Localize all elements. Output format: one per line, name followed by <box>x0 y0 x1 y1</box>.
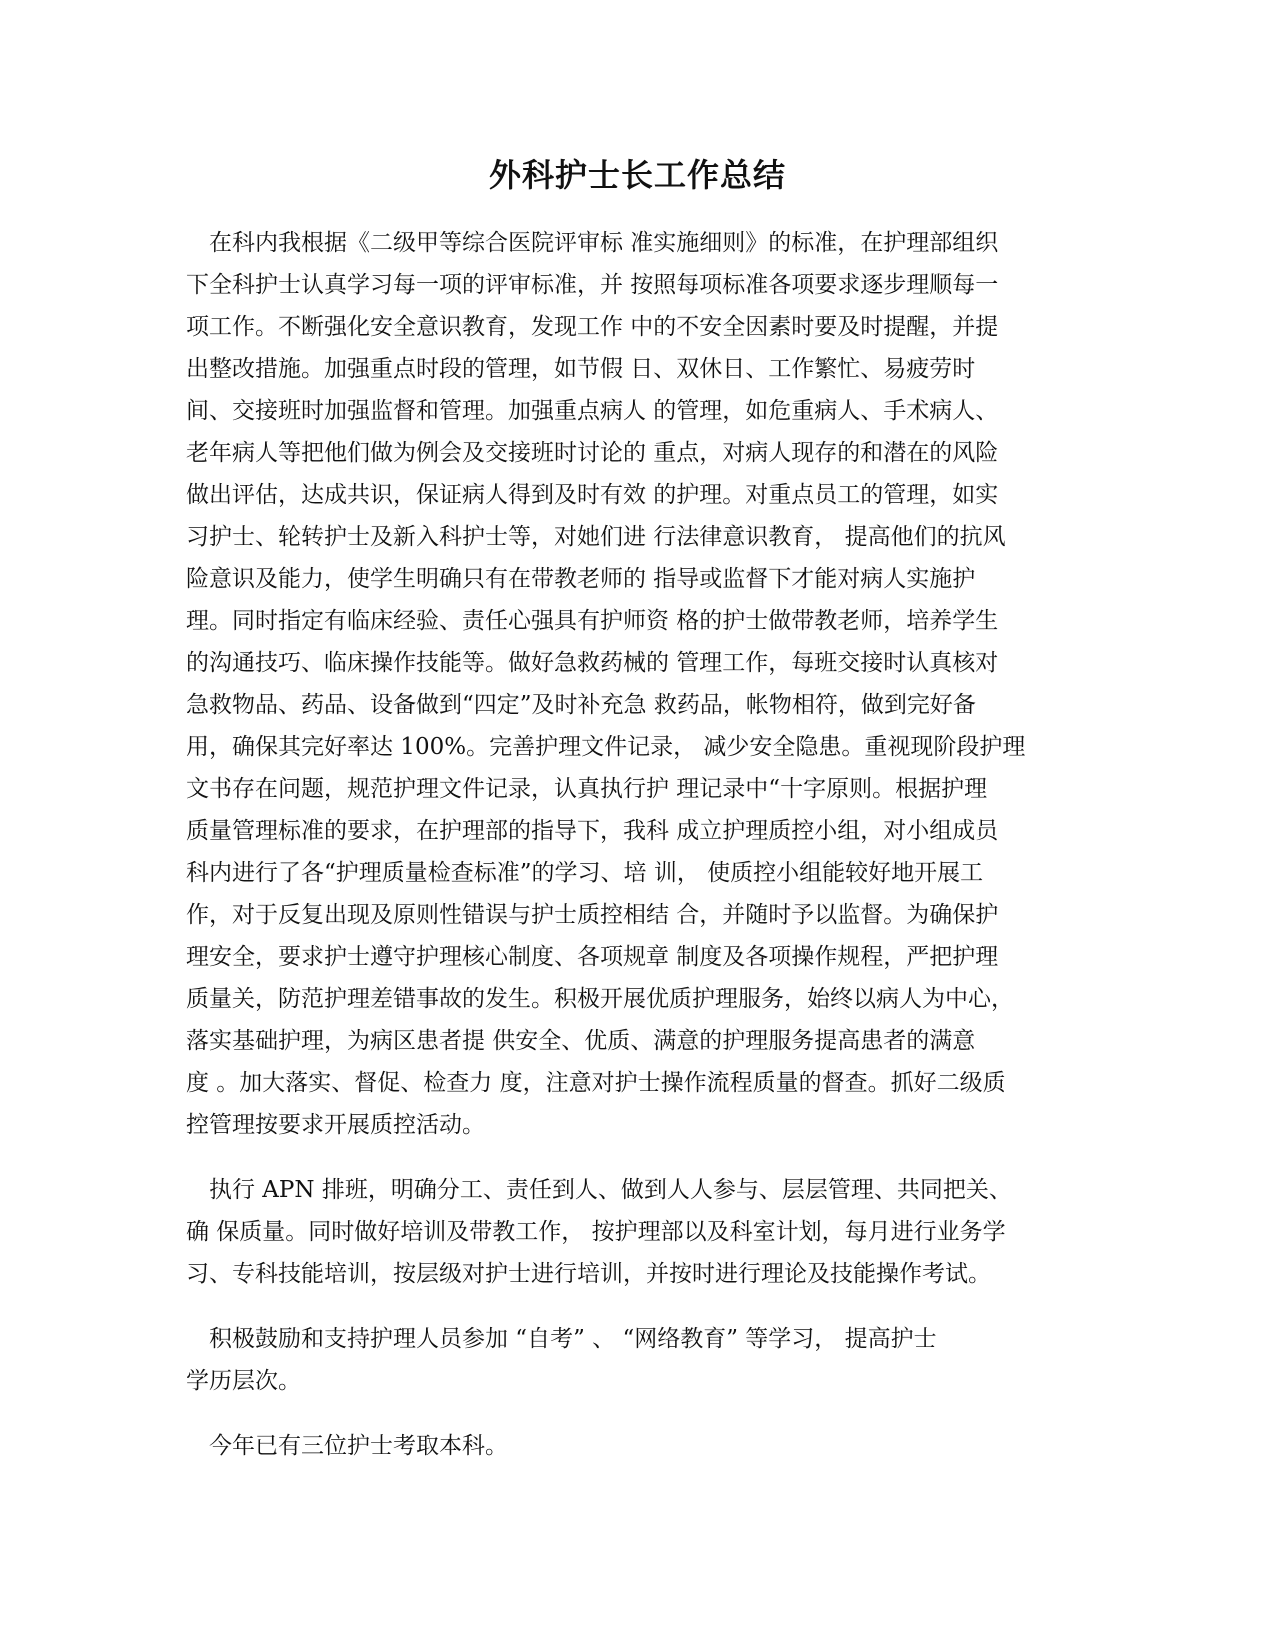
paragraph-line: 确 保质量。同时做好培训及带教工作， 按护理部以及科室计划，每月进行业务学 <box>186 1219 1006 1245</box>
document-body <box>186 222 1090 1467</box>
paragraph-line: 险意识及能力，使学生明确只有在带教老师的 指导或监督下才能对病人实施护 <box>186 566 976 592</box>
paragraph-gap <box>186 1295 1090 1318</box>
paragraph-line: 理安全，要求护士遵守护理核心制度、各项规章 制度及各项操作规程，严把护理 <box>186 944 999 970</box>
paragraph-line: 作，对于反复出现及原则性错误与护士质控相结 合，并随时予以监督。为确保护 <box>186 902 999 928</box>
paragraph-gap <box>186 1402 1090 1425</box>
paragraph-line: 做出评估，达成共识，保证病人得到及时有效 的护理。对重点员工的管理，如实 <box>186 482 999 508</box>
paragraph-line: 学历层次。 <box>186 1368 301 1394</box>
paragraph-gap <box>186 1146 1090 1169</box>
paragraph-line: 间、交接班时加强监督和管理。加强重点病人 的管理，如危重病人、手术病人、 <box>186 398 999 424</box>
paragraph-line: 科内进行了各“护理质量检查标准”的学习、培 训， 使质控小组能较好地开展工 <box>186 860 984 886</box>
paragraph-line: 下全科护士认真学习每一项的评审标准，并 按照每项标准各项要求逐步理顺每一 <box>186 272 999 298</box>
paragraph <box>186 222 1090 1146</box>
paragraph-line: 理。同时指定有临床经验、责任心强具有护师资 格的护士做带教老师，培养学生 <box>186 608 999 634</box>
paragraph <box>186 1318 1090 1402</box>
paragraph <box>186 1425 1090 1467</box>
paragraph-line: 在科内我根据《二级甲等综合医院评审标 准实施细则》的标准，在护理部组织 <box>186 230 999 256</box>
paragraph-line: 习护士、轮转护士及新入科护士等，对她们进 行法律意识教育， 提高他们的抗风 <box>186 524 1006 550</box>
paragraph-line: 老年病人等把他们做为例会及交接班时讨论的 重点，对病人现存的和潜在的风险 <box>186 440 999 466</box>
paragraph-line: 质量管理标准的要求，在护理部的指导下，我科 成立护理质控小组，对小组成员 <box>186 818 999 844</box>
paragraph-line: 质量关，防范护理差错事故的发生。积极开展优质护理服务，始终以病人为中心， <box>186 986 1014 1012</box>
paragraph-line: 习、专科技能培训，按层级对护士进行培训，并按时进行理论及技能操作考试。 <box>186 1261 991 1287</box>
paragraph-line: 文书存在问题，规范护理文件记录，认真执行护 理记录中“十字原则。根据护理 <box>186 776 988 802</box>
paragraph-line: 急救物品、药品、设备做到“四定”及时补充急 救药品，帐物相符，做到完好备 <box>186 692 976 718</box>
paragraph-line: 用，确保其完好率达 100%。完善护理文件记录， 减少安全隐患。重视现阶段护理 <box>186 734 1026 760</box>
paragraph <box>186 1169 1090 1295</box>
paragraph-line: 今年已有三位护士考取本科。 <box>186 1433 508 1459</box>
paragraph-line: 执行 APN 排班，明确分工、责任到人、做到人人参与、层层管理、共同把关、 <box>186 1177 1012 1203</box>
paragraph-line: 项工作。不断强化安全意识教育，发现工作 中的不安全因素时要及时提醒，并提 <box>186 314 999 340</box>
document-title: 外科护士长工作总结 <box>488 156 786 194</box>
paragraph-line: 度 。加大落实、督促、检查力 度，注意对护士操作流程质量的督查。抓好二级质 <box>186 1070 1006 1096</box>
paragraph-line: 的沟通技巧、临床操作技能等。做好急救药械的 管理工作，每班交接时认真核对 <box>186 650 999 676</box>
paragraph-line: 控管理按要求开展质控活动。 <box>186 1112 485 1138</box>
paragraph-line: 积极鼓励和支持护理人员参加 “自考” 、 “网络教育” 等学习， 提高护士 <box>186 1326 937 1352</box>
paragraph-line: 出整改措施。加强重点时段的管理，如节假 日、双休日、工作繁忙、易疲劳时 <box>186 356 976 382</box>
paragraph-line: 落实基础护理，为病区患者提 供安全、优质、满意的护理服务提高患者的满意 <box>186 1028 976 1054</box>
